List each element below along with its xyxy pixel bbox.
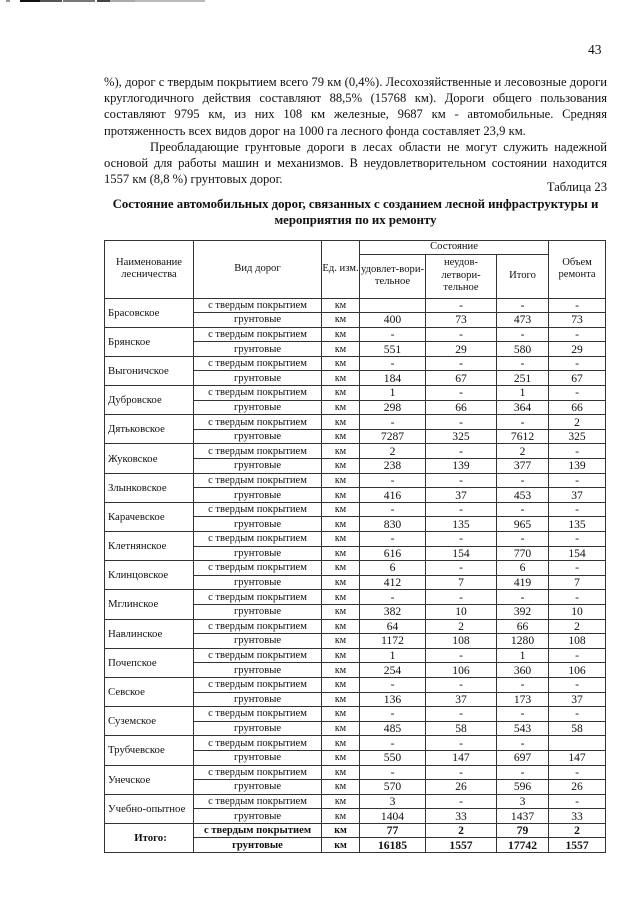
satisfactory-value: 16185	[360, 838, 426, 853]
table-row	[105, 532, 606, 547]
page-number: 43	[588, 42, 602, 57]
unsatisfactory-value: 139	[426, 459, 497, 474]
total-value: 79	[497, 823, 549, 838]
total-value: 364	[497, 400, 549, 415]
satisfactory-value: 6	[360, 561, 426, 576]
road-type: с твердым покрытием	[194, 707, 322, 722]
unsatisfactory-value: 10	[426, 604, 497, 619]
table-label: Таблица 23	[546, 180, 607, 194]
unsatisfactory-value: -	[426, 707, 497, 722]
unsatisfactory-value: 26	[426, 780, 497, 795]
road-type: с твердым покрытием	[194, 444, 322, 459]
repair-volume-value: -	[549, 444, 606, 459]
unit: км	[322, 648, 360, 663]
unit: км	[322, 823, 360, 838]
unsatisfactory-value: 37	[426, 692, 497, 707]
repair-volume-value: 1557	[549, 838, 606, 853]
table-row	[105, 444, 606, 459]
forestry-name: Дубровское	[105, 386, 194, 415]
unsatisfactory-value: -	[426, 444, 497, 459]
unit: км	[322, 298, 360, 313]
unsatisfactory-value: 147	[426, 750, 497, 765]
satisfactory-value: -	[360, 590, 426, 605]
repair-volume-value: -	[549, 677, 606, 692]
unsatisfactory-value: -	[426, 677, 497, 692]
total-value: -	[497, 356, 549, 371]
road-type: с твердым покрытием	[194, 327, 322, 342]
unit: км	[322, 663, 360, 678]
unit: км	[322, 327, 360, 342]
unit: км	[322, 765, 360, 780]
unsatisfactory-value: -	[426, 590, 497, 605]
satisfactory-value: 1	[360, 386, 426, 401]
table-row	[105, 823, 606, 838]
repair-volume-value: 37	[549, 488, 606, 503]
unit: км	[322, 546, 360, 561]
total-value: 1437	[497, 809, 549, 824]
satisfactory-value: -	[360, 473, 426, 488]
repair-volume-value: -	[549, 298, 606, 313]
road-type: с твердым покрытием	[194, 765, 322, 780]
forestry-name: Трубчевское	[105, 736, 194, 765]
satisfactory-value: 64	[360, 619, 426, 634]
repair-volume-value: -	[549, 765, 606, 780]
forestry-name: Итого:	[105, 823, 194, 852]
repair-volume-value: -	[549, 561, 606, 576]
forestry-name: Дятьковское	[105, 415, 194, 444]
satisfactory-value: 570	[360, 780, 426, 795]
total-value: 596	[497, 780, 549, 795]
header-total: Итого	[497, 254, 549, 298]
header-repair-volume: Объем ремонта	[549, 241, 606, 299]
satisfactory-value: 254	[360, 663, 426, 678]
unsatisfactory-value: 73	[426, 313, 497, 328]
repair-volume-value: 66	[549, 400, 606, 415]
total-value: -	[497, 707, 549, 722]
unsatisfactory-value: -	[426, 765, 497, 780]
unit: км	[322, 502, 360, 517]
table-row	[105, 736, 606, 751]
total-value: 697	[497, 750, 549, 765]
forestry-name: Брасовское	[105, 298, 194, 327]
unit: км	[322, 459, 360, 474]
total-value: 543	[497, 721, 549, 736]
total-value: -	[497, 677, 549, 692]
unsatisfactory-value: 108	[426, 634, 497, 649]
paragraph-1: %), дорог с твердым покрытием всего 79 км (0,4%). Лесохозяйственные и лесовозные дороги круглогодичного действия составляют 88,5% (15768 км). Дороги общего пользования составляют 9795 км, из них 108 км железные, 9687 км - автомобильные. Средняя протяженность всех видов дорог на 1000 га лесного фонда составляет 23,9 км.	[104, 75, 607, 138]
unsatisfactory-value: 2	[426, 619, 497, 634]
unit: км	[322, 590, 360, 605]
road-type: с твердым покрытием	[194, 502, 322, 517]
satisfactory-value: 551	[360, 342, 426, 357]
satisfactory-value: 298	[360, 400, 426, 415]
total-value: 392	[497, 604, 549, 619]
total-value: -	[497, 415, 549, 430]
unit: км	[322, 794, 360, 809]
unsatisfactory-value: -	[426, 532, 497, 547]
unit: км	[322, 473, 360, 488]
forestry-name: Учебно-опытное	[105, 794, 194, 823]
unsatisfactory-value: -	[426, 473, 497, 488]
unsatisfactory-value: -	[426, 327, 497, 342]
road-type: с твердым покрытием	[194, 298, 322, 313]
total-value: 580	[497, 342, 549, 357]
table-row	[105, 386, 606, 401]
repair-volume-value: 58	[549, 721, 606, 736]
road-type: грунтовые	[194, 488, 322, 503]
forestry-name: Жуковское	[105, 444, 194, 473]
satisfactory-value: 830	[360, 517, 426, 532]
table-row	[105, 707, 606, 722]
satisfactory-value: -	[360, 532, 426, 547]
road-type: с твердым покрытием	[194, 794, 322, 809]
unsatisfactory-value: -	[426, 298, 497, 313]
road-type: грунтовые	[194, 546, 322, 561]
repair-volume-value: 2	[549, 415, 606, 430]
satisfactory-value	[360, 298, 426, 313]
road-type: с твердым покрытием	[194, 473, 322, 488]
unsatisfactory-value: 33	[426, 809, 497, 824]
repair-volume-value: -	[549, 356, 606, 371]
unsatisfactory-value: 154	[426, 546, 497, 561]
forestry-name: Брянское	[105, 327, 194, 356]
unsatisfactory-value: -	[426, 386, 497, 401]
satisfactory-value: 2	[360, 444, 426, 459]
unit: км	[322, 575, 360, 590]
satisfactory-value: 412	[360, 575, 426, 590]
satisfactory-value: -	[360, 736, 426, 751]
header-unit: Ед. изм.	[322, 241, 360, 299]
road-type: грунтовые	[194, 342, 322, 357]
table-row	[105, 327, 606, 342]
road-type: с твердым покрытием	[194, 415, 322, 430]
unit: км	[322, 371, 360, 386]
table-title: Состояние автомобильных дорог, связанных с созданием лесной инфраструктуры и мероприятия по их ремонту	[112, 197, 599, 227]
total-value: 1280	[497, 634, 549, 649]
road-type: грунтовые	[194, 663, 322, 678]
satisfactory-value: -	[360, 327, 426, 342]
unit: км	[322, 415, 360, 430]
repair-volume-value: 139	[549, 459, 606, 474]
repair-volume-value: 147	[549, 750, 606, 765]
total-value: 770	[497, 546, 549, 561]
forestry-name: Мглинское	[105, 590, 194, 619]
unit: км	[322, 619, 360, 634]
total-value: -	[497, 765, 549, 780]
unit: км	[322, 692, 360, 707]
satisfactory-value: 136	[360, 692, 426, 707]
repair-volume-value: -	[549, 386, 606, 401]
header-forestry: Наименование лесничества	[105, 241, 194, 299]
repair-volume-value: -	[549, 532, 606, 547]
road-type: грунтовые	[194, 604, 322, 619]
table-row	[105, 298, 606, 313]
repair-volume-value: 2	[549, 619, 606, 634]
road-type: грунтовые	[194, 809, 322, 824]
unit: км	[322, 809, 360, 824]
unit: км	[322, 444, 360, 459]
unit: км	[322, 561, 360, 576]
forestry-name: Суземское	[105, 707, 194, 736]
table-row	[105, 765, 606, 780]
unsatisfactory-value: -	[426, 561, 497, 576]
total-value: 17742	[497, 838, 549, 853]
satisfactory-value: -	[360, 765, 426, 780]
unit: км	[322, 342, 360, 357]
body-text	[104, 74, 607, 187]
table-row	[105, 677, 606, 692]
unsatisfactory-value: 58	[426, 721, 497, 736]
forestry-name: Карачевское	[105, 502, 194, 531]
road-type: с твердым покрытием	[194, 561, 322, 576]
repair-volume-value: -	[549, 707, 606, 722]
unit: км	[322, 356, 360, 371]
table-row	[105, 561, 606, 576]
repair-volume-value: 325	[549, 429, 606, 444]
satisfactory-value: 1172	[360, 634, 426, 649]
total-value: 7612	[497, 429, 549, 444]
forestry-name: Клетнянское	[105, 532, 194, 561]
table-row	[105, 648, 606, 663]
unsatisfactory-value: -	[426, 356, 497, 371]
road-type: с твердым покрытием	[194, 356, 322, 371]
table-row	[105, 590, 606, 605]
road-type: грунтовые	[194, 517, 322, 532]
unsatisfactory-value: -	[426, 794, 497, 809]
repair-volume-value	[549, 736, 606, 751]
repair-volume-value: -	[549, 590, 606, 605]
repair-volume-value: 154	[549, 546, 606, 561]
unit: км	[322, 634, 360, 649]
road-type: грунтовые	[194, 459, 322, 474]
road-type: с твердым покрытием	[194, 590, 322, 605]
unsatisfactory-value: 135	[426, 517, 497, 532]
repair-volume-value: -	[549, 473, 606, 488]
road-type: грунтовые	[194, 721, 322, 736]
total-value: 173	[497, 692, 549, 707]
road-type: с твердым покрытием	[194, 619, 322, 634]
unsatisfactory-value: 37	[426, 488, 497, 503]
road-type: грунтовые	[194, 634, 322, 649]
road-type: грунтовые	[194, 429, 322, 444]
satisfactory-value: -	[360, 677, 426, 692]
repair-volume-value: 106	[549, 663, 606, 678]
satisfactory-value: 400	[360, 313, 426, 328]
forestry-name: Выгоничское	[105, 356, 194, 385]
total-value: 1	[497, 386, 549, 401]
satisfactory-value: 184	[360, 371, 426, 386]
table-row	[105, 415, 606, 430]
total-value: 377	[497, 459, 549, 474]
total-value: 2	[497, 444, 549, 459]
total-value: -	[497, 590, 549, 605]
unit: км	[322, 838, 360, 853]
repair-volume-value: 108	[549, 634, 606, 649]
repair-volume-value: -	[549, 648, 606, 663]
unit: км	[322, 313, 360, 328]
satisfactory-value: 550	[360, 750, 426, 765]
total-value: -	[497, 532, 549, 547]
unit: км	[322, 429, 360, 444]
unit: км	[322, 532, 360, 547]
forestry-name: Клинцовское	[105, 561, 194, 590]
road-type: грунтовые	[194, 371, 322, 386]
total-value: -	[497, 327, 549, 342]
unit: км	[322, 488, 360, 503]
total-value: -	[497, 298, 549, 313]
unsatisfactory-value: 2	[426, 823, 497, 838]
repair-volume-value: 29	[549, 342, 606, 357]
unsatisfactory-value: 1557	[426, 838, 497, 853]
table-row	[105, 473, 606, 488]
road-type: грунтовые	[194, 750, 322, 765]
table-row	[105, 794, 606, 809]
total-value: 473	[497, 313, 549, 328]
satisfactory-value: -	[360, 356, 426, 371]
total-value: -	[497, 502, 549, 517]
total-value: 3	[497, 794, 549, 809]
road-type: грунтовые	[194, 692, 322, 707]
forestry-name: Унечское	[105, 765, 194, 794]
road-type: с твердым покрытием	[194, 677, 322, 692]
road-type: грунтовые	[194, 575, 322, 590]
repair-volume-value: 33	[549, 809, 606, 824]
repair-volume-value: -	[549, 794, 606, 809]
unit: км	[322, 386, 360, 401]
table-row	[105, 619, 606, 634]
road-type: с твердым покрытием	[194, 823, 322, 838]
satisfactory-value: 485	[360, 721, 426, 736]
total-value: -	[497, 736, 549, 751]
satisfactory-value: 616	[360, 546, 426, 561]
unit: км	[322, 400, 360, 415]
repair-volume-value: 10	[549, 604, 606, 619]
unit: км	[322, 721, 360, 736]
header-unsatisfactory: неудов-летвори-тельное	[426, 254, 497, 298]
road-type: грунтовые	[194, 400, 322, 415]
total-value: 360	[497, 663, 549, 678]
table-row	[105, 502, 606, 517]
satisfactory-value: 3	[360, 794, 426, 809]
total-value: 1	[497, 648, 549, 663]
unsatisfactory-value: -	[426, 502, 497, 517]
satisfactory-value: 7287	[360, 429, 426, 444]
total-value: 66	[497, 619, 549, 634]
unsatisfactory-value: 29	[426, 342, 497, 357]
total-value: 419	[497, 575, 549, 590]
satisfactory-value: -	[360, 707, 426, 722]
unit: км	[322, 750, 360, 765]
unit: км	[322, 780, 360, 795]
satisfactory-value: 382	[360, 604, 426, 619]
total-value: -	[497, 473, 549, 488]
satisfactory-value: 1404	[360, 809, 426, 824]
forestry-name: Злынковское	[105, 473, 194, 502]
road-type: с твердым покрытием	[194, 648, 322, 663]
repair-volume-value: -	[549, 502, 606, 517]
satisfactory-value: 238	[360, 459, 426, 474]
scan-artifact-bar	[0, 0, 205, 2]
repair-volume-value: 67	[549, 371, 606, 386]
road-type: грунтовые	[194, 780, 322, 795]
header-road-type: Вид дорог	[194, 241, 322, 299]
unit: км	[322, 517, 360, 532]
road-type: грунтовые	[194, 838, 322, 853]
road-type: с твердым покрытием	[194, 532, 322, 547]
total-value: 6	[497, 561, 549, 576]
total-value: 251	[497, 371, 549, 386]
repair-volume-value: 26	[549, 780, 606, 795]
forestry-name: Почепское	[105, 648, 194, 677]
road-type: грунтовые	[194, 313, 322, 328]
table-body	[105, 298, 606, 853]
satisfactory-value: 1	[360, 648, 426, 663]
forestry-name: Севское	[105, 677, 194, 706]
header-state-group: Состояние	[360, 241, 549, 255]
unsatisfactory-value: 7	[426, 575, 497, 590]
road-type: с твердым покрытием	[194, 386, 322, 401]
unsatisfactory-value: 67	[426, 371, 497, 386]
unit: км	[322, 604, 360, 619]
unsatisfactory-value: -	[426, 736, 497, 751]
unit: км	[322, 677, 360, 692]
unsatisfactory-value: 106	[426, 663, 497, 678]
unit: км	[322, 736, 360, 751]
unsatisfactory-value: -	[426, 415, 497, 430]
repair-volume-value: 135	[549, 517, 606, 532]
repair-volume-value: 37	[549, 692, 606, 707]
unsatisfactory-value: 66	[426, 400, 497, 415]
forestry-name: Навлинское	[105, 619, 194, 648]
total-value: 965	[497, 517, 549, 532]
total-value: 453	[497, 488, 549, 503]
table-row	[105, 356, 606, 371]
roads-table	[104, 240, 606, 853]
repair-volume-value: 7	[549, 575, 606, 590]
satisfactory-value: 416	[360, 488, 426, 503]
satisfactory-value: -	[360, 502, 426, 517]
paragraph-2: Преобладающие грунтовые дороги в лесах области не могут служить надежной основой для работы машин и механизмов. В неудовлетворительном состоянии находится 1557 км (8,8 %) грунтовых дорог.	[104, 139, 607, 187]
unsatisfactory-value: -	[426, 648, 497, 663]
header-satisfactory: удовлет-вори-тельное	[360, 254, 426, 298]
road-type: с твердым покрытием	[194, 736, 322, 751]
repair-volume-value: -	[549, 327, 606, 342]
satisfactory-value: -	[360, 415, 426, 430]
unsatisfactory-value: 325	[426, 429, 497, 444]
satisfactory-value: 77	[360, 823, 426, 838]
unit: км	[322, 707, 360, 722]
repair-volume-value: 73	[549, 313, 606, 328]
repair-volume-value: 2	[549, 823, 606, 838]
